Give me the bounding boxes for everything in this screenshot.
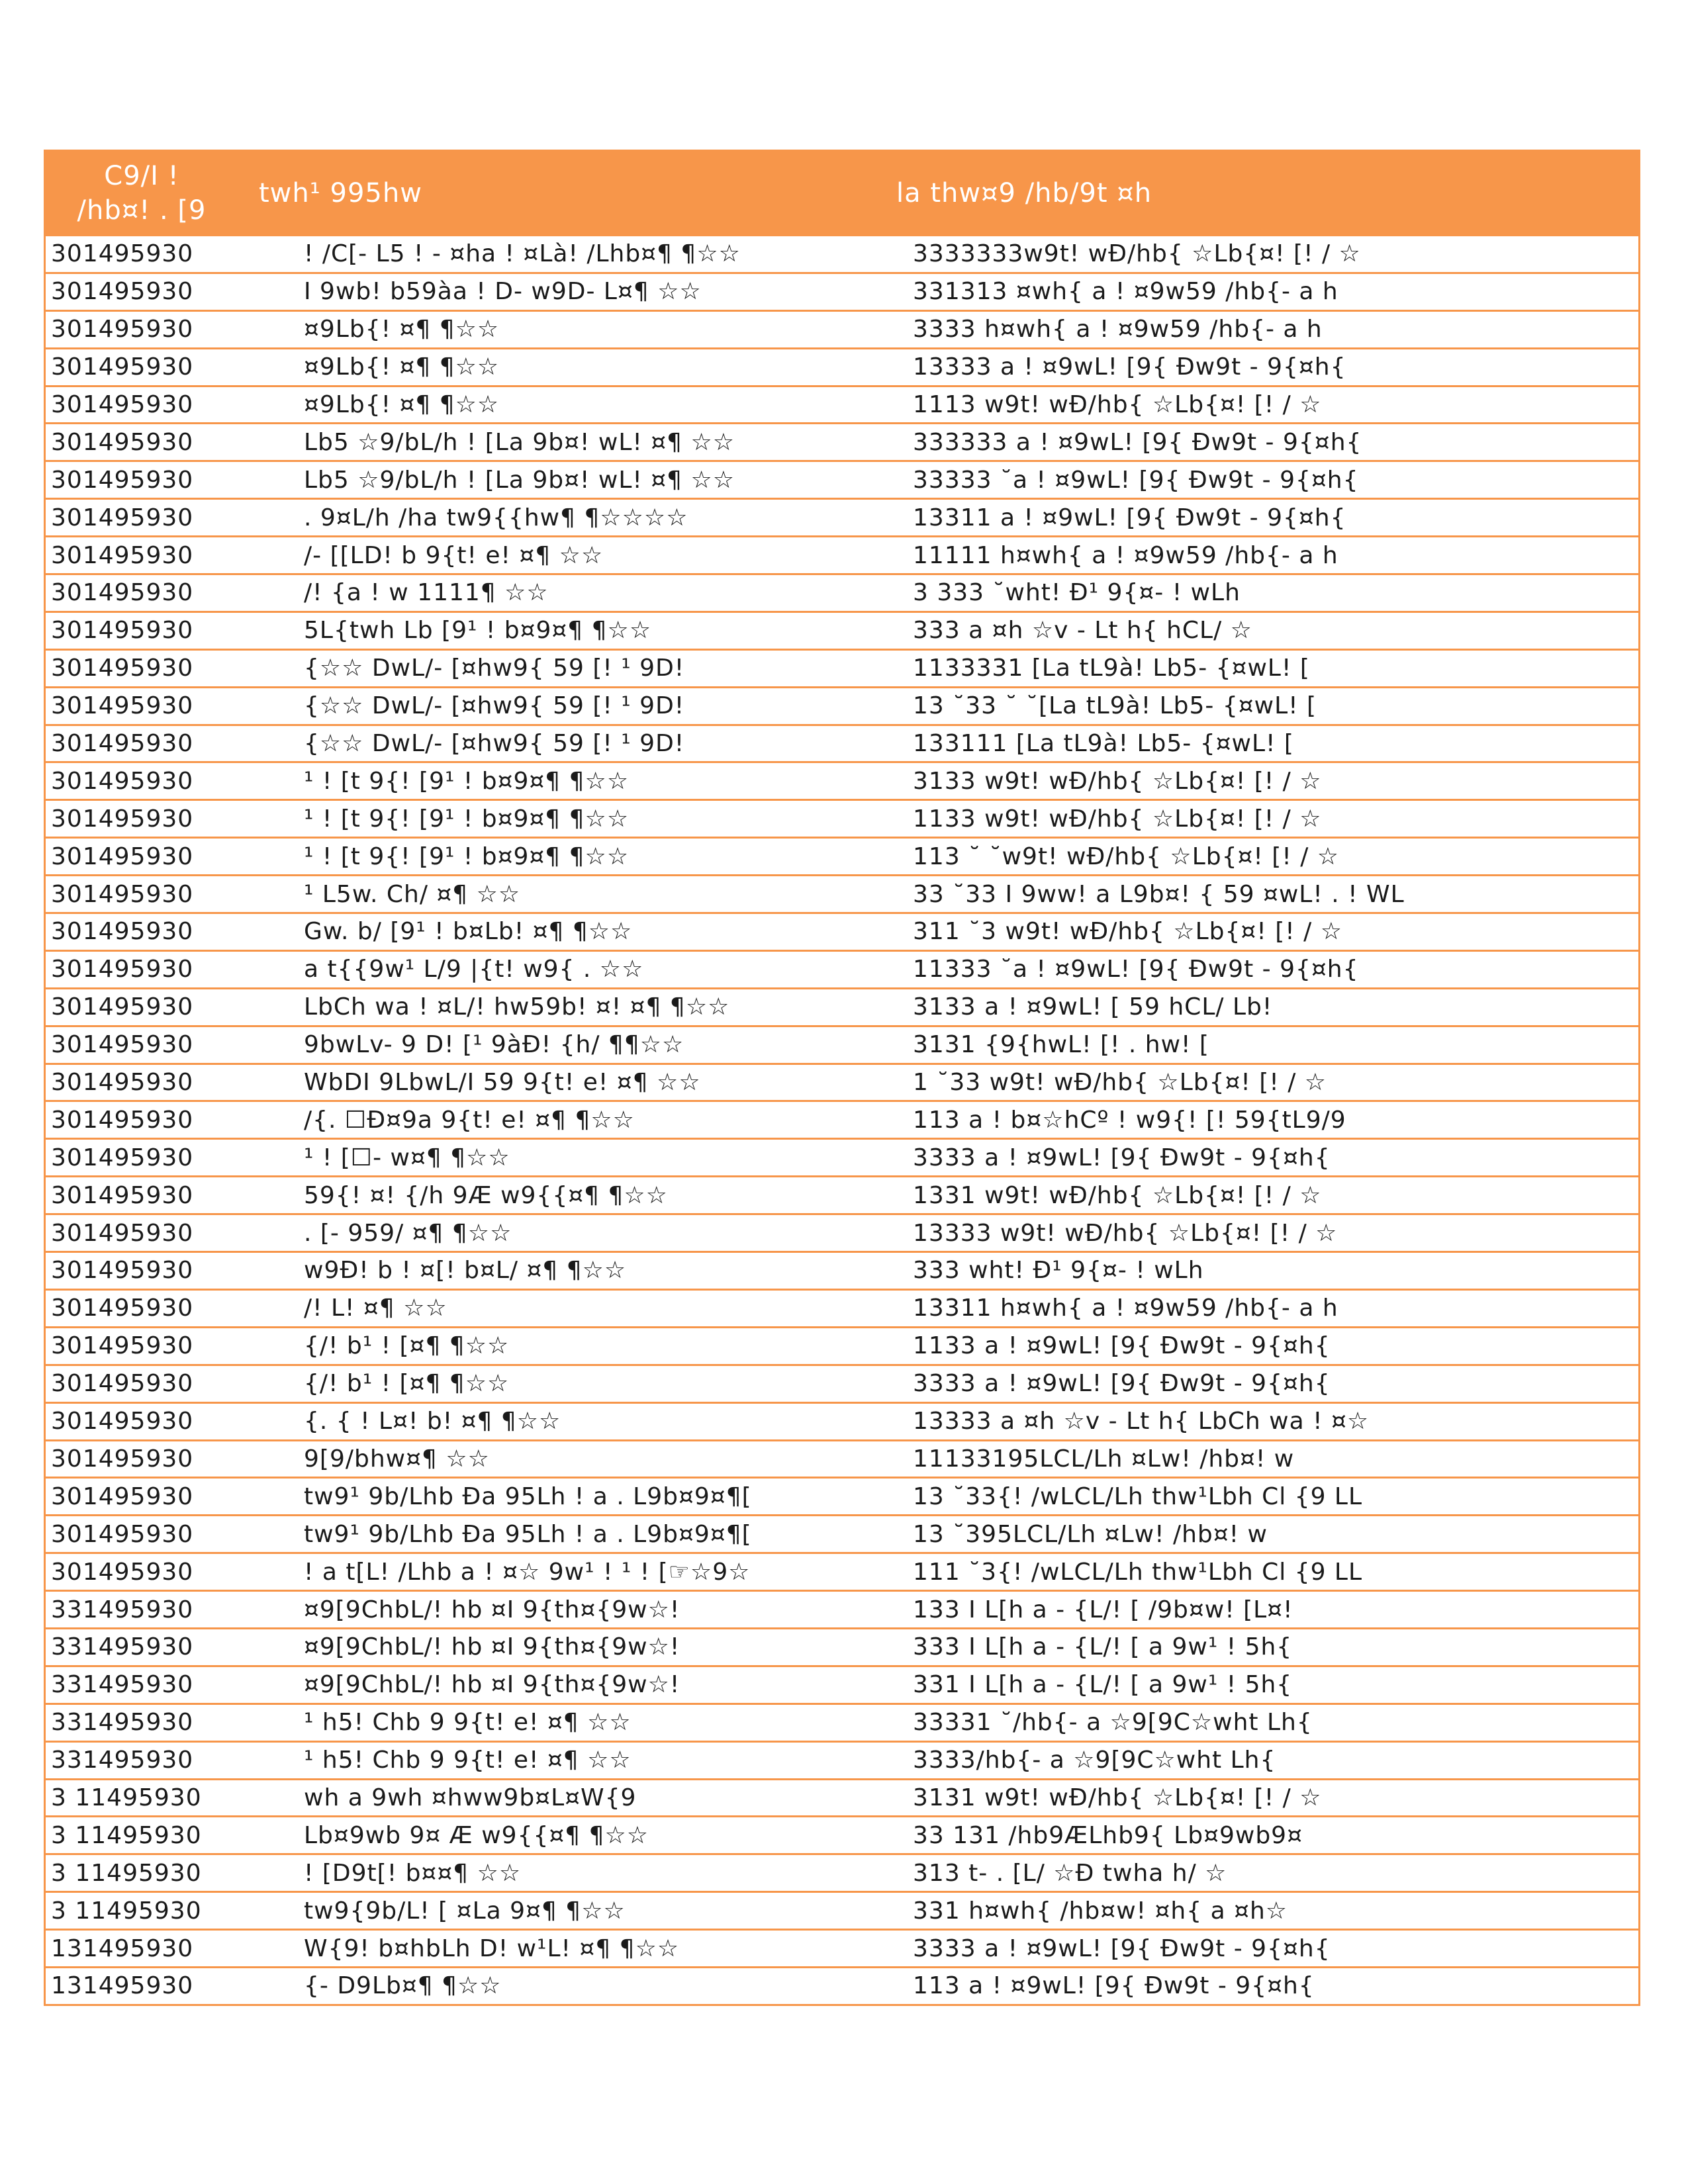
- cell-date: 3‌0‌1‌4‌9‌5‌9‌3‌0: [51, 805, 194, 833]
- cell-category: 3‌1‌3‌3 w9t! wÐ/hb{ ☆Lb{¤! [! / ☆: [913, 767, 1322, 795]
- table-row: [46, 649, 1638, 686]
- table-row: [46, 1025, 1638, 1063]
- cell-category: 1‌3 ˘3‌3 ˘ ˘[La tL9à! Lb5- {¤wL! [: [913, 692, 1317, 720]
- table-row: [46, 498, 1638, 535]
- cell-date: 3‌0‌1‌4‌9‌5‌9‌3‌0: [51, 993, 194, 1021]
- cell-program: Gw. b/ [9¹ ! b¤Lb! ¤¶ ¶☆☆: [304, 918, 633, 946]
- cell-program: {☆☆ DwL/- [¤hw9{ 59 [! ¹ 9D!: [304, 655, 685, 682]
- cell-category: 1‌1‌3‌3 a ! ¤9wL! [9{ Ðw9t - 9{¤h{: [913, 1332, 1331, 1360]
- cell-date: 3‌0‌1‌4‌9‌5‌9‌3‌0: [51, 1482, 194, 1510]
- table-row: [46, 1552, 1638, 1590]
- cell-program: 9[9/bhw¤¶ ☆☆: [304, 1445, 490, 1473]
- cell-program: ¤9[9ChbL/! hb ¤I 9{th¤{9w☆!: [304, 1633, 680, 1661]
- cell-program: ¤9Lb{! ¤¶ ¶☆☆: [304, 391, 500, 418]
- column-header-date: C9/I ! /hb¤! . [9: [77, 160, 207, 226]
- cell-category: 1‌3‌3‌1‌1 a ! ¤9wL! [9{ Ðw9t - 9{¤h{: [913, 504, 1346, 531]
- cell-program: WbDI 9LbwL/I 59 9{t! e! ¤¶ ☆☆: [304, 1069, 701, 1097]
- cell-date: 3‌3‌1‌4‌9‌5‌9‌3‌0: [51, 1596, 194, 1623]
- column-header-program: twh¹ 995hw: [259, 177, 422, 208]
- cell-program: ¤9Lb{! ¤¶ ¶☆☆: [304, 316, 500, 343]
- table-row: [46, 1326, 1638, 1364]
- table-row: [46, 310, 1638, 347]
- cell-category: 3‌3‌3‌3 a ! ¤9wL! [9{ Ðw9t - 9{¤h{: [913, 1370, 1331, 1398]
- cell-program: tw9{9b/L! [ ¤La 9¤¶ ¶☆☆: [304, 1897, 626, 1925]
- cell-category: 3‌3‌3‌3 h¤wh{ a ! ¤9w59 /hb{- a h: [913, 316, 1323, 343]
- table-row: [46, 1778, 1638, 1816]
- cell-date: 3‌0‌1‌4‌9‌5‌9‌3‌0: [51, 1370, 194, 1398]
- table-row: [46, 912, 1638, 950]
- table-row: [46, 1289, 1638, 1326]
- cell-category: 3‌3‌3‌3‌1 ˘/hb{- a ☆9[9C☆wht Lh{: [913, 1709, 1313, 1737]
- cell-date: 3‌0‌1‌4‌9‌5‌9‌3‌0: [51, 767, 194, 795]
- cell-category: 3‌3 ˘3‌3 I 9ww! a L9b¤! { 59 ¤wL! . ! WL: [913, 880, 1405, 908]
- cell-program: ¤9[9ChbL/! hb ¤I 9{th¤{9w☆!: [304, 1671, 680, 1699]
- cell-date: 3‌0‌1‌4‌9‌5‌9‌3‌0: [51, 240, 194, 268]
- cell-date: 3‌0‌1‌4‌9‌5‌9‌3‌0: [51, 428, 194, 456]
- table-row: [46, 1627, 1638, 1665]
- table-row: [46, 987, 1638, 1025]
- table-row: [46, 1741, 1638, 1778]
- cell-category: 3‌3 1‌3‌1 /hb9ÆLhb9{ Lb¤9wb9¤: [913, 1821, 1303, 1849]
- cell-category: 1‌1‌1‌3 w9t! wÐ/hb{ ☆Lb{¤! [! / ☆: [913, 391, 1322, 418]
- cell-category: 3‌1‌3‌1 {9{hwL! [! . hw! [: [913, 1031, 1209, 1059]
- cell-date: 3‌0‌1‌4‌9‌5‌9‌3‌0: [51, 1031, 194, 1059]
- cell-program: I 9wb! b59àa ! D- w9D- L¤¶ ☆☆: [304, 278, 702, 306]
- cell-program: 5L{twh Lb [9¹ ! b¤9¤¶ ¶☆☆: [304, 617, 652, 645]
- cell-program: /! L! ¤¶ ☆☆: [304, 1295, 447, 1322]
- cell-program: ¹ h5! Chb 9 9{t! e! ¤¶ ☆☆: [304, 1709, 632, 1737]
- table-row: [46, 724, 1638, 762]
- table-row: [46, 799, 1638, 837]
- cell-category: 3‌1‌1 ˘3 w9t! wÐ/hb{ ☆Lb{¤! [! / ☆: [913, 918, 1342, 946]
- table-body: [46, 234, 1638, 2004]
- cell-date: 3‌0‌1‌4‌9‌5‌9‌3‌0: [51, 1445, 194, 1473]
- table-row: [46, 1364, 1638, 1402]
- table-row: [46, 422, 1638, 460]
- table-row: [46, 234, 1638, 272]
- table-row: [46, 1439, 1638, 1477]
- table-row: [46, 1665, 1638, 1703]
- cell-date: 3‌0‌1‌4‌9‌5‌9‌3‌0: [51, 1069, 194, 1097]
- table-row: [46, 460, 1638, 498]
- cell-program: {☆☆ DwL/- [¤hw9{ 59 [! ¹ 9D!: [304, 730, 685, 758]
- cell-date: 3‌0‌1‌4‌9‌5‌9‌3‌0: [51, 1106, 194, 1134]
- cell-program: . 9¤L/h /ha tw9{{hw¶ ¶☆☆☆☆: [304, 504, 688, 531]
- table-row: [46, 611, 1638, 649]
- cell-program: /- [[LD! b 9{t! e! ¤¶ ☆☆: [304, 541, 604, 569]
- cell-category: 1‌1‌1‌1‌1 h¤wh{ a ! ¤9w59 /hb{- a h: [913, 541, 1338, 569]
- cell-date: 3 1‌1‌4‌9‌5‌9‌3‌0: [51, 1784, 202, 1811]
- cell-program: /! {a ! w 1‌1‌1‌1¶ ☆☆: [304, 579, 549, 607]
- table-row: [46, 1100, 1638, 1138]
- cell-date: 3‌0‌1‌4‌9‌5‌9‌3‌0: [51, 391, 194, 418]
- cell-program: ¤9[9ChbL/! hb ¤I 9{th¤{9w☆!: [304, 1596, 680, 1623]
- cell-program: ! /C[- L5 ! - ¤ha ! ¤Là! /Lhb¤¶ ¶☆☆: [304, 240, 741, 268]
- cell-category: 1‌1‌1‌3‌3‌1‌95LCL/Lh ¤Lw! /hb¤! w: [913, 1445, 1295, 1473]
- cell-date: 3‌0‌1‌4‌9‌5‌9‌3‌0: [51, 918, 194, 946]
- table-row: [46, 1853, 1638, 1891]
- cell-date: 3‌3‌1‌4‌9‌5‌9‌3‌0: [51, 1709, 194, 1737]
- table-row: [46, 1063, 1638, 1101]
- table-row: [46, 1514, 1638, 1552]
- table-row: [46, 1138, 1638, 1175]
- table-row: [46, 761, 1638, 799]
- cell-date: 3‌3‌1‌4‌9‌5‌9‌3‌0: [51, 1671, 194, 1699]
- table-header-row: [46, 152, 1638, 234]
- cell-program: tw9¹ 9b/Lhb Ða 95Lh ! a . L9b¤9¤¶[: [304, 1482, 752, 1510]
- cell-category: 3‌3‌3 a ¤h ☆v - Lt h{ hCL/ ☆: [913, 617, 1252, 645]
- table-row: [46, 573, 1638, 611]
- cell-program: 9bwLv- 9 D! [¹ 9àÐ! {h/ ¶¶☆☆: [304, 1031, 684, 1059]
- cell-category: 1‌3‌3‌1‌1 h¤wh{ a ! ¤9w59 /hb{- a h: [913, 1295, 1338, 1322]
- cell-category: 3‌1‌3 t- . [L/ ☆Ð twha h/ ☆: [913, 1859, 1227, 1887]
- cell-date: 3‌0‌1‌4‌9‌5‌9‌3‌0: [51, 1219, 194, 1247]
- table-row: [46, 385, 1638, 423]
- table-row: [46, 1815, 1638, 1853]
- table-row: [46, 1402, 1638, 1439]
- cell-date: 3 1‌1‌4‌9‌5‌9‌3‌0: [51, 1859, 202, 1887]
- cell-category: 3‌1‌3‌3 a ! ¤9wL! [ 59 hCL/ Lb!: [913, 993, 1273, 1021]
- cell-category: 3‌3‌1 h¤wh{ /hb¤w! ¤h{ a ¤h☆: [913, 1897, 1288, 1925]
- cell-date: 3‌0‌1‌4‌9‌5‌9‌3‌0: [51, 1332, 194, 1360]
- cell-date: 3‌0‌1‌4‌9‌5‌9‌3‌0: [51, 692, 194, 720]
- cell-date: 1‌3‌1‌4‌9‌5‌9‌3‌0: [51, 1934, 194, 1962]
- cell-date: 3‌0‌1‌4‌9‌5‌9‌3‌0: [51, 617, 194, 645]
- cell-program: {/! b¹ ! [¤¶ ¶☆☆: [304, 1332, 510, 1360]
- cell-date: 3‌0‌1‌4‌9‌5‌9‌3‌0: [51, 278, 194, 306]
- cell-date: 3‌0‌1‌4‌9‌5‌9‌3‌0: [51, 579, 194, 607]
- cell-date: 3 1‌1‌4‌9‌5‌9‌3‌0: [51, 1821, 202, 1849]
- cell-category: 3‌3‌3 wht! Ð¹ 9{¤- ! wLh: [913, 1257, 1204, 1285]
- cell-date: 3‌0‌1‌4‌9‌5‌9‌3‌0: [51, 1408, 194, 1435]
- cell-program: w9Ð! b ! ¤[! b¤L/ ¤¶ ¶☆☆: [304, 1257, 627, 1285]
- table-row: [46, 1251, 1638, 1289]
- cell-category: 1‌1‌1 ˘3{! /wLCL/Lh thw¹Lbh Cl {9 LL: [913, 1558, 1363, 1586]
- cell-program: ¹ h5! Chb 9 9{t! e! ¤¶ ☆☆: [304, 1747, 632, 1774]
- cell-program: ¹ ! [t 9{! [9¹ ! b¤9¤¶ ¶☆☆: [304, 805, 630, 833]
- cell-category: 3‌1‌3‌1 w9t! wÐ/hb{ ☆Lb{¤! [! / ☆: [913, 1784, 1322, 1811]
- cell-category: 3‌3‌3‌3 a ! ¤9wL! [9{ Ðw9t - 9{¤h{: [913, 1934, 1331, 1962]
- cell-category: 1‌3‌3‌1 w9t! wÐ/hb{ ☆Lb{¤! [! / ☆: [913, 1181, 1322, 1209]
- cell-program: tw9¹ 9b/Lhb Ða 95Lh ! a . L9b¤9¤¶[: [304, 1520, 752, 1548]
- table-row: [46, 272, 1638, 310]
- cell-category: 1‌3‌3‌3‌3 w9t! wÐ/hb{ ☆Lb{¤! [! / ☆: [913, 1219, 1338, 1247]
- cell-date: 3‌0‌1‌4‌9‌5‌9‌3‌0: [51, 353, 194, 381]
- table-row: [46, 347, 1638, 385]
- cell-program: LbCh wa ! ¤L/! hw59b! ¤! ¤¶ ¶☆☆: [304, 993, 730, 1021]
- cell-program: ¹ ! [☐- w¤¶ ¶☆☆: [304, 1144, 510, 1171]
- cell-program: {/! b¹ ! [¤¶ ¶☆☆: [304, 1370, 510, 1398]
- cell-date: 3‌0‌1‌4‌9‌5‌9‌3‌0: [51, 655, 194, 682]
- cell-program: ! a t[L! /Lhb a ! ¤☆ 9w¹ ! ¹ ! [☞☆9☆: [304, 1558, 751, 1586]
- cell-program: Lb5 ☆9/bL/h ! [La 9b¤! wL! ¤¶ ☆☆: [304, 466, 735, 494]
- cell-category: 1‌1‌3‌3‌3 ˘a ! ¤9wL! [9{ Ðw9t - 9{¤h{: [913, 956, 1359, 983]
- cell-date: 3‌0‌1‌4‌9‌5‌9‌3‌0: [51, 842, 194, 870]
- cell-category: 3‌3‌3 I L[h a - {L/! [ a 9w¹ ! 5h{: [913, 1633, 1293, 1661]
- cell-category: 3333‌3‌3‌3‌w9t! wÐ/hb{ ☆Lb{¤! [! / ☆: [913, 240, 1361, 268]
- cell-date: 3‌3‌1‌4‌9‌5‌9‌3‌0: [51, 1747, 194, 1774]
- cell-date: 3‌0‌1‌4‌9‌5‌9‌3‌0: [51, 504, 194, 531]
- cell-program: W{9! b¤hbLh D! w¹L! ¤¶ ¶☆☆: [304, 1934, 680, 1962]
- cell-program: {. { ! L¤! b! ¤¶ ¶☆☆: [304, 1408, 561, 1435]
- column-header-category: la thw¤9 /hb/9t ¤h: [896, 177, 1152, 208]
- cell-program: /{. ☐Ð¤9a 9{t! e! ¤¶ ¶☆☆: [304, 1106, 635, 1134]
- cell-program: ¹ L5w. Ch/ ¤¶ ☆☆: [304, 880, 521, 908]
- table-row: [46, 1175, 1638, 1213]
- table-row: [46, 535, 1638, 573]
- cell-date: 3‌0‌1‌4‌9‌5‌9‌3‌0: [51, 316, 194, 343]
- table-row: [46, 1966, 1638, 2004]
- cell-category: 3‌3‌3‌3/hb{- a ☆9[9C☆wht Lh{: [913, 1747, 1276, 1774]
- cell-program: 59{! ¤! {/h 9Æ w9{{¤¶ ¶☆☆: [304, 1181, 668, 1209]
- cell-date: 3‌0‌1‌4‌9‌5‌9‌3‌0: [51, 1295, 194, 1322]
- cell-program: a t{{9w¹ L/9 |{t! w9{ . ☆☆: [304, 956, 644, 983]
- cell-category: 3 3‌3‌3 ˘wht! Ð¹ 9{¤- ! wLh: [913, 579, 1241, 607]
- cell-program: Lb¤9wb 9¤ Æ w9{{¤¶ ¶☆☆: [304, 1821, 649, 1849]
- cell-date: 3‌0‌1‌4‌9‌5‌9‌3‌0: [51, 541, 194, 569]
- table-row: [46, 686, 1638, 724]
- cell-date: 3‌0‌1‌4‌9‌5‌9‌3‌0: [51, 1181, 194, 1209]
- cell-category: 1 ˘3‌3 w9t! wÐ/hb{ ☆Lb{¤! [! / ☆: [913, 1069, 1327, 1097]
- cell-category: 3‌3‌3‌3‌3 ˘a ! ¤9wL! [9{ Ðw9t - 9{¤h{: [913, 466, 1359, 494]
- cell-date: 3‌0‌1‌4‌9‌5‌9‌3‌0: [51, 1144, 194, 1171]
- cell-category: 3‌3‌1‌3‌1‌3 ¤wh{ a ! ¤9w59 /hb{- a h: [913, 278, 1338, 306]
- cell-category: 1‌3 ˘3‌95LCL/Lh ¤Lw! /hb¤! w: [913, 1520, 1268, 1548]
- cell-category: 1‌1‌3‌3 w9t! wÐ/hb{ ☆Lb{¤! [! / ☆: [913, 805, 1322, 833]
- cell-date: 3‌0‌1‌4‌9‌5‌9‌3‌0: [51, 1558, 194, 1586]
- cell-date: 3‌0‌1‌4‌9‌5‌9‌3‌0: [51, 956, 194, 983]
- cell-date: 3‌3‌1‌4‌9‌5‌9‌3‌0: [51, 1633, 194, 1661]
- data-table: [44, 150, 1640, 2006]
- cell-program: Lb5 ☆9/bL/h ! [La 9b¤! wL! ¤¶ ☆☆: [304, 428, 735, 456]
- table-row: [46, 1590, 1638, 1627]
- cell-date: 3‌0‌1‌4‌9‌5‌9‌3‌0: [51, 880, 194, 908]
- cell-program: ¹ ! [t 9{! [9¹ ! b¤9¤¶ ¶☆☆: [304, 842, 630, 870]
- table-row: [46, 874, 1638, 912]
- table-row: [46, 1703, 1638, 1741]
- cell-category: 1‌1‌3 a ! ¤9wL! [9{ Ðw9t - 9{¤h{: [913, 1972, 1315, 2000]
- cell-date: 3‌0‌1‌4‌9‌5‌9‌3‌0: [51, 466, 194, 494]
- cell-category: 1‌3‌3‌3‌3 a ¤h ☆v - Lt h{ LbCh wa ! ¤☆: [913, 1408, 1370, 1435]
- cell-program: ¹ ! [t 9{! [9¹ ! b¤9¤¶ ¶☆☆: [304, 767, 630, 795]
- table-row: [46, 1213, 1638, 1251]
- cell-date: 3‌0‌1‌4‌9‌5‌9‌3‌0: [51, 1257, 194, 1285]
- cell-date: 3 1‌1‌4‌9‌5‌9‌3‌0: [51, 1897, 202, 1925]
- cell-category: 3‌3‌3‌3‌3‌3 a ! ¤9wL! [9{ Ðw9t - 9{¤h{: [913, 428, 1362, 456]
- table-row: [46, 1929, 1638, 1966]
- cell-category: 1‌3‌3‌1‌1‌1 [La tL9à! Lb5- {¤wL! [: [913, 730, 1294, 758]
- cell-program: {☆☆ DwL/- [¤hw9{ 59 [! ¹ 9D!: [304, 692, 685, 720]
- cell-program: wh a 9wh ¤hww9b¤L¤W{9: [304, 1784, 637, 1811]
- cell-category: 1‌1‌3 a ! b¤☆hCº ! w9{! [! 59{tL9/9: [913, 1106, 1346, 1134]
- cell-date: 1‌3‌1‌4‌9‌5‌9‌3‌0: [51, 1972, 194, 2000]
- cell-category: 1‌3‌3 I L[h a - {L/! [ /9b¤w! [L¤!: [913, 1596, 1293, 1623]
- cell-program: ! [D9t[! b¤¤¶ ☆☆: [304, 1859, 522, 1887]
- cell-date: 3‌0‌1‌4‌9‌5‌9‌3‌0: [51, 730, 194, 758]
- table-row: [46, 1891, 1638, 1929]
- cell-program: . [- 959/ ¤¶ ¶☆☆: [304, 1219, 512, 1247]
- cell-category: 3‌3‌1 I L[h a - {L/! [ a 9w¹ ! 5h{: [913, 1671, 1293, 1699]
- cell-date: 3‌0‌1‌4‌9‌5‌9‌3‌0: [51, 1520, 194, 1548]
- cell-category: 1‌3 ˘3‌3{! /wLCL/Lh thw¹Lbh Cl {9 LL: [913, 1482, 1363, 1510]
- cell-program: {- D9Lb¤¶ ¶☆☆: [304, 1972, 502, 2000]
- table-row: [46, 950, 1638, 987]
- cell-category: 3‌3‌3‌3 a ! ¤9wL! [9{ Ðw9t - 9{¤h{: [913, 1144, 1331, 1171]
- cell-category: 1‌1‌3‌3‌3‌3‌1 [La tL9à! Lb5- {¤wL! [: [913, 655, 1310, 682]
- table-row: [46, 1477, 1638, 1514]
- table-row: [46, 837, 1638, 874]
- cell-program: ¤9Lb{! ¤¶ ¶☆☆: [304, 353, 500, 381]
- cell-category: 1‌3‌3‌3‌3 a ! ¤9wL! [9{ Ðw9t - 9{¤h{: [913, 353, 1346, 381]
- cell-category: 1‌1‌3 ˘ ˘w9t! wÐ/hb{ ☆Lb{¤! [! / ☆: [913, 842, 1340, 870]
